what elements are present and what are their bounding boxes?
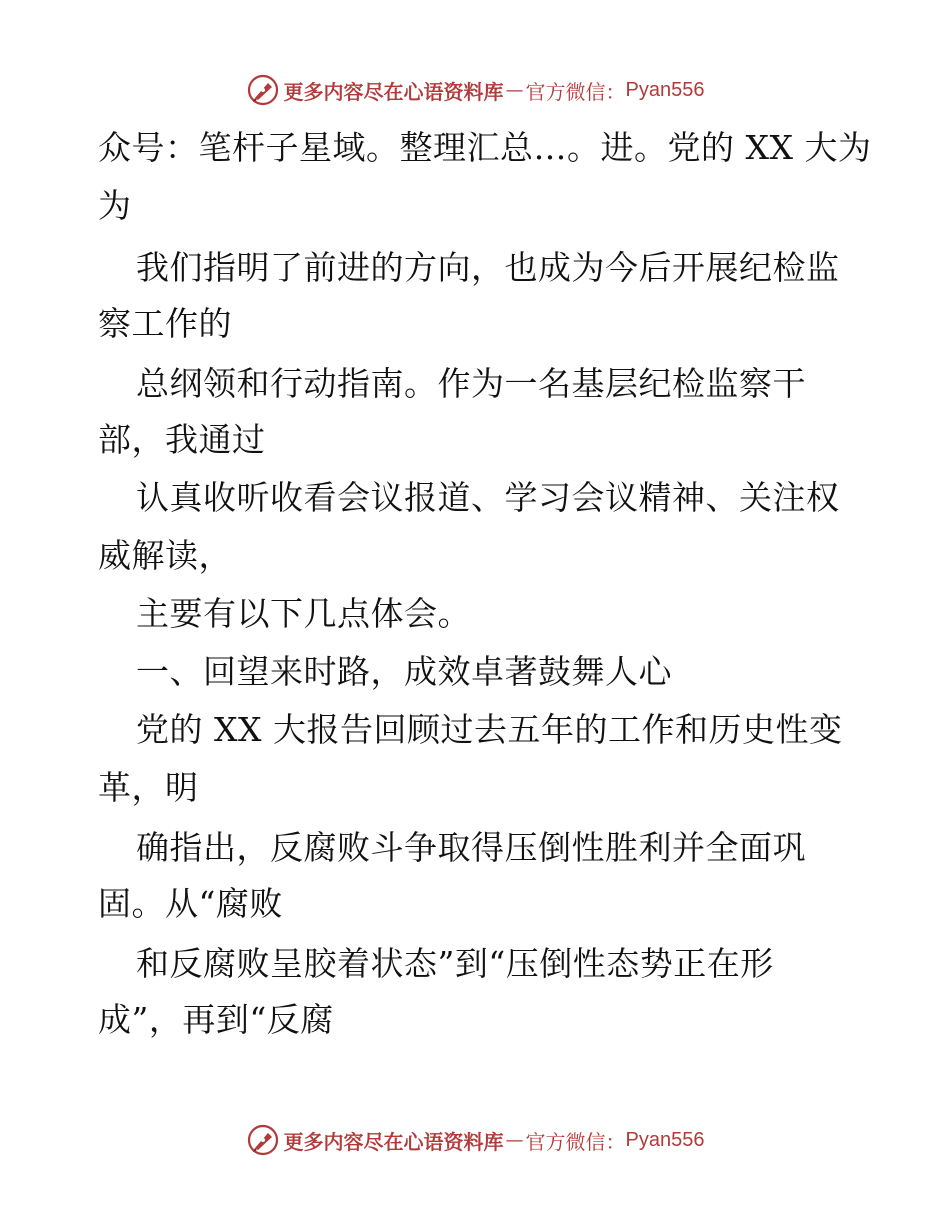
body-line: 主要有以下几点体会。 [136, 594, 471, 633]
body-line: 革，明 [98, 768, 199, 807]
body-line: 和反腐败呈胶着状态”到“压倒性态势正在形 [136, 944, 774, 983]
header-watermark [0, 70, 950, 110]
watermark-brand-text: 更多内容尽在心语资料库 [283, 1129, 504, 1154]
body-line: 总纲领和行动指南。作为一名基层纪检监察干 [136, 364, 806, 403]
body-line: 部，我通过 [98, 420, 266, 459]
watermark-brand-text: 更多内容尽在心语资料库 [283, 79, 504, 104]
body-line: 认真收听收看会议报道、学习会议精神、关注权 [136, 478, 840, 517]
watermark-wechat-id: Pyan556 [625, 78, 705, 101]
watermark-wechat-label: 官方微信： [525, 1129, 626, 1154]
body-line: 威解读， [98, 536, 232, 575]
body-line: 成”，再到“反腐 [98, 1000, 334, 1039]
watermark-separator: — [505, 1129, 524, 1151]
body-line: 察工作的 [98, 304, 232, 343]
body-line: 确指出，反腐败斗争取得压倒性胜利并全面巩 [136, 828, 806, 867]
body-line: 党的 XX 大报告回顾过去五年的工作和历史性变 [136, 710, 843, 749]
fountain-pen-logo-icon [246, 1123, 280, 1157]
body-line: 固。从“腐败 [98, 884, 283, 923]
watermark-wechat-label: 官方微信： [525, 79, 626, 104]
footer-watermark [0, 1120, 950, 1160]
body-line: 我们指明了前进的方向，也成为今后开展纪检监 [136, 248, 840, 287]
fountain-pen-logo-icon [246, 73, 280, 107]
watermark-separator: — [505, 79, 524, 101]
body-line: 众号：笔杆子星域。整理汇总…。进。党的 XX 大为 [98, 128, 872, 167]
watermark-wechat-id: Pyan556 [625, 1128, 705, 1151]
body-line: 为 [98, 186, 132, 225]
section-heading: 一、回望来时路，成效卓著鼓舞人心 [136, 652, 672, 691]
